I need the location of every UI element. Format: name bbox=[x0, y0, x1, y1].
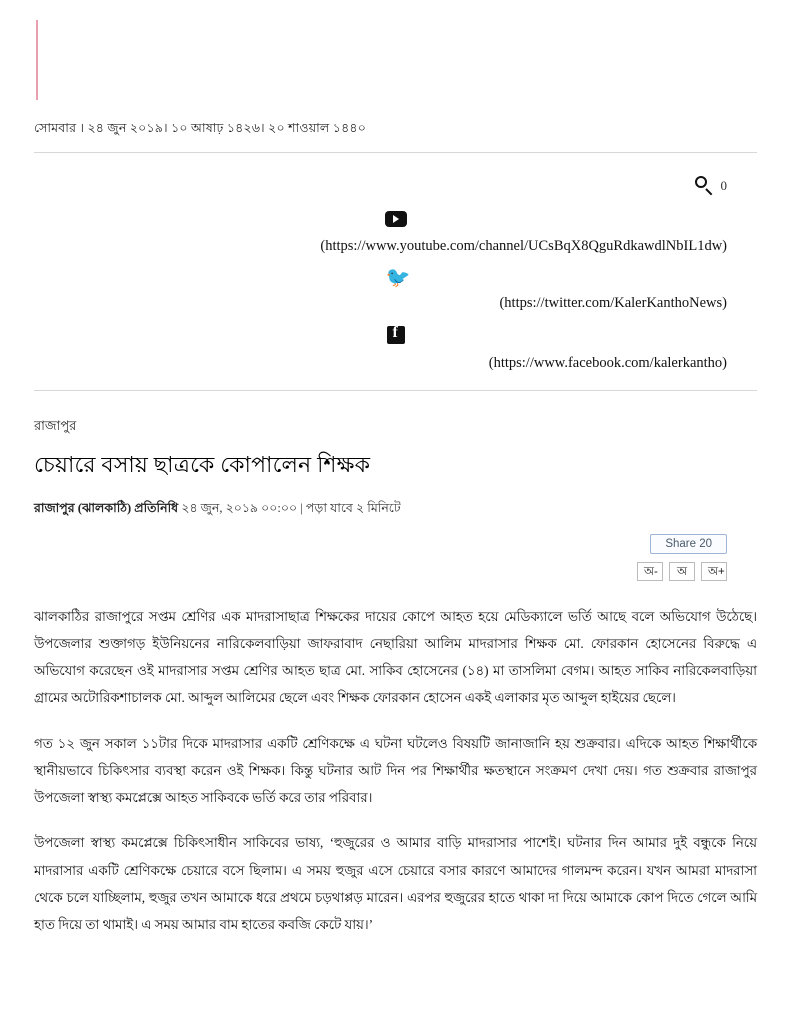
article-paragraph: উপজেলা স্বাস্থ্য কমপ্লেক্সে চিকিৎসাধীন সাকিবের ভাষ্য, ‘হুজুরের ও আমার বাড়ি মাদরাসার পাশেই। ঘটনার দিন আমার দুই বন্ধুকে নিয়ে মাদরাসার একটি শ্রেণিকক্ষে চেয়ারে বসে ছিলাম। এ সময় হুজুর এসে চেয়ারে বসার কারণে আমাদের গালমন্দ করেন। যখন আমরা মাদরাসা থেকে চলে যাচ্ছিলাম, হুজুর তখন আমাকে ধরে প্রথমে চড়থাপ্পড় মারেন। এরপর হুজুরের হাতে থাকা দা দিয়ে আমাকে কোপ দিতে গেলে আমি হাত দিয়ে তা থামাই। এ সময় আমার বাম হাতের কবজি কেটে যায়।’ bbox=[34, 835, 757, 933]
search-icon-circle bbox=[695, 176, 707, 188]
accent-bar bbox=[36, 20, 38, 100]
date-line: সোমবার । ২৪ জুন ২০১৯। ১০ আষাঢ় ১৪২৬। ২০ শাওয়াল ১৪৪০ bbox=[34, 121, 367, 135]
page-title: চেয়ারে বসায় ছাত্রকে কোপালেন শিক্ষক bbox=[34, 452, 371, 477]
article-paragraph: ঝালকাঠির রাজাপুরে সপ্তম শ্রেণির এক মাদরাসাছাত্র শিক্ষকের দায়ের কোপে আহত হয়ে মেডিক্যালে ভর্তি আছে বলে অভিযোগ উঠেছে। উপজেলার শুক্তাগড় ইউনিয়নের নারিকেলবাড়িয়া জাফরাবাদ নেছারিয়া আলিম মাদরাসার শিক্ষক মো. ফোরকান হোসেনের বিরুদ্ধে এ অভিযোগ করেছেন ওই মাদরাসার সপ্তম শ্রেণির আহত ছাত্র মো. সাকিব হোসেনের (১৪) মা তাসলিমা বেগম। আহত সাকিব নারিকেলবাড়িয়া গ্রামের অটোরিকশাচালক মো. আব্দুল আলিমের ছেলে এবং শিক্ষক ফোরকান হোসেন একই এলাকার মৃত আব্দুল হাইয়ের ছেলে। bbox=[34, 608, 757, 706]
social-youtube[interactable] bbox=[34, 211, 757, 232]
font-decrease-button[interactable]: অ- bbox=[637, 562, 663, 581]
article-body bbox=[34, 603, 757, 939]
font-normal-button[interactable]: অ bbox=[669, 562, 695, 581]
article-tools bbox=[34, 534, 757, 581]
facebook-icon[interactable] bbox=[387, 326, 405, 344]
byline bbox=[34, 500, 757, 520]
search-row[interactable] bbox=[34, 153, 757, 197]
share-button[interactable]: Share 20 bbox=[650, 534, 727, 554]
article-paragraph: গত ১২ জুন সকাল ১১টার দিকে মাদরাসার একটি শ্রেণিকক্ষে এ ঘটনা ঘটলেও বিষয়টি জানাজানি হয় শুক্রবার। এদিকে আহত শিক্ষার্থীকে স্থানীয়ভাবে চিকিৎসার ব্যবস্থা করেন ওই শিক্ষক। কিন্তু ঘটনার আট দিন পর শিক্ষার্থীর ক্ষতস্থানে সংক্রমণ দেখা দেয়। গত শুক্রবার রাজাপুর উপজেলা স্বাস্থ্য কমপ্লেক্সে আহত সাকিবকে ভর্তি করে তার পরিবার। bbox=[34, 735, 757, 806]
youtube-icon[interactable] bbox=[385, 211, 407, 227]
byline-meta: ২৪ জুন, ২০১৯ ০০:০০ | পড়া যাবে ২ মিনিটে bbox=[181, 500, 401, 515]
search-count: 0 bbox=[720, 178, 727, 193]
social-facebook[interactable] bbox=[34, 326, 757, 349]
byline-author: রাজাপুর (ঝালকাঠি) প্রতিনিধি bbox=[34, 500, 179, 515]
facebook-link[interactable]: (https://www.facebook.com/kalerkantho) bbox=[488, 355, 727, 371]
font-increase-button[interactable]: অ+ bbox=[701, 562, 727, 581]
twitter-icon[interactable]: 🐦 bbox=[385, 267, 411, 289]
search-icon-handle bbox=[705, 188, 712, 195]
twitter-link[interactable]: (https://twitter.com/KalerKanthoNews) bbox=[499, 295, 727, 311]
social-divider bbox=[34, 390, 757, 391]
search-icon[interactable] bbox=[693, 175, 715, 197]
font-size-controls bbox=[631, 562, 727, 581]
social-twitter[interactable] bbox=[34, 269, 757, 289]
youtube-link[interactable]: (https://www.youtube.com/channel/UCsBqX8QguRdkawdlNbIL1dw) bbox=[320, 238, 727, 254]
article-category[interactable]: রাজাপুর bbox=[34, 418, 77, 433]
